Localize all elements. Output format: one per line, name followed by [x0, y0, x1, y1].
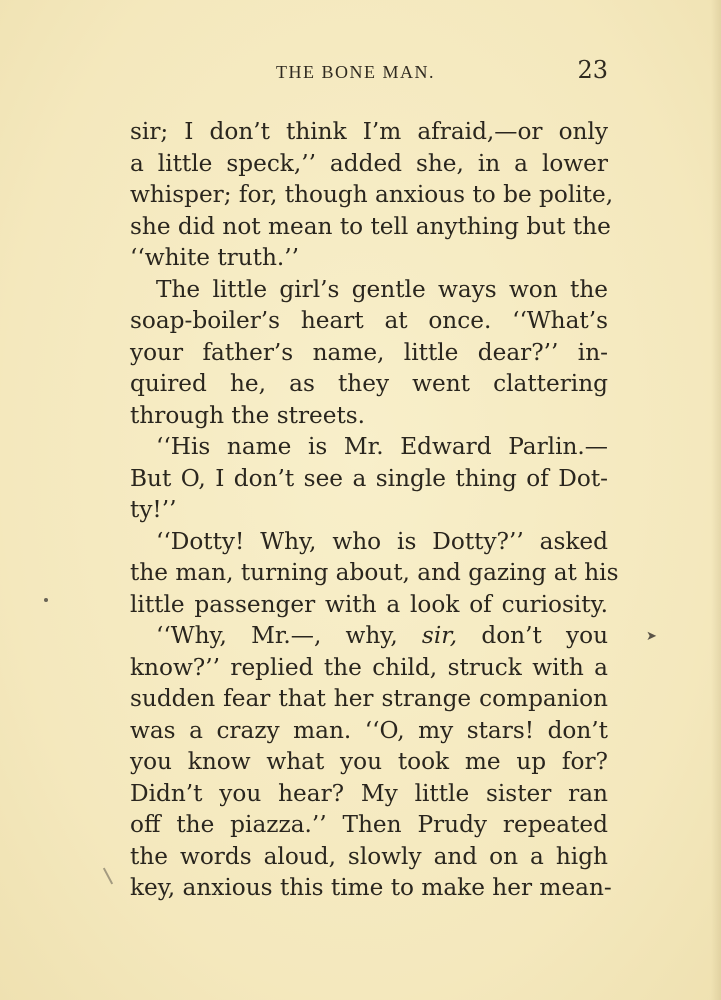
- text-line-with-italic: [130, 620, 608, 652]
- text-line: little passenger with a look of curiosity.: [130, 590, 608, 618]
- text-line: whisper; for, though anxious to be polite,: [130, 181, 614, 208]
- text-line: ‘‘His name is Mr. Edward Parlin.—: [156, 433, 608, 460]
- ink-speck: [44, 598, 48, 602]
- text-line: sudden fear that her strange companion: [130, 685, 608, 712]
- pencil-mark-icon: ➤: [646, 629, 657, 644]
- text-line: key, anxious this time to make her mean-: [130, 874, 612, 901]
- text-line: Didn’t you hear? My little sister ran: [130, 779, 608, 807]
- text-line: quired he, as they went clattering: [130, 370, 608, 397]
- text-segment: ‘‘Why, Mr.—, why,: [156, 622, 422, 649]
- text-line: ty!’’: [130, 496, 177, 523]
- text-line: soap-boiler’s heart at once. ‘‘What’s: [130, 307, 608, 334]
- page-header: [130, 58, 608, 88]
- text-segment: don’t you: [457, 622, 608, 649]
- text-line: a little speck,’’ added she, in a lower: [130, 149, 608, 177]
- text-line: ‘‘white truth.’’: [130, 244, 300, 271]
- body-text: [130, 116, 619, 904]
- text-line: she did not mean to tell anything but the: [130, 212, 611, 240]
- text-line: you know what you took me up for?: [130, 748, 608, 775]
- margin-stroke: [103, 868, 113, 885]
- text-line: the words aloud, slowly and on a high: [130, 842, 608, 870]
- text-line: But O, I don’t see a single thing of Dot-: [130, 464, 608, 492]
- text-line: was a crazy man. ‘‘O, my stars! don’t: [130, 716, 608, 744]
- text-line: know?’’ replied the child, struck with a: [130, 653, 608, 681]
- text-line: ‘‘Dotty! Why, who is Dotty?’’ asked: [156, 527, 608, 555]
- text-line: sir; I don’t think I’m afraid,—or only: [130, 118, 608, 145]
- text-line: the man, turning about, and gazing at his: [130, 559, 619, 586]
- text-line: your father’s name, little dear?’’ in-: [130, 338, 608, 366]
- page-edge-shadow: [711, 0, 721, 1000]
- page-number: 23: [577, 56, 608, 84]
- text-line: off the piazza.’’ Then Prudy repeated: [130, 811, 608, 838]
- italic-word: sir,: [421, 622, 458, 649]
- text-line: The little girl’s gentle ways won the: [156, 275, 608, 303]
- running-title: THE BONE MAN.: [276, 62, 435, 82]
- text-line: through the streets.: [130, 401, 366, 429]
